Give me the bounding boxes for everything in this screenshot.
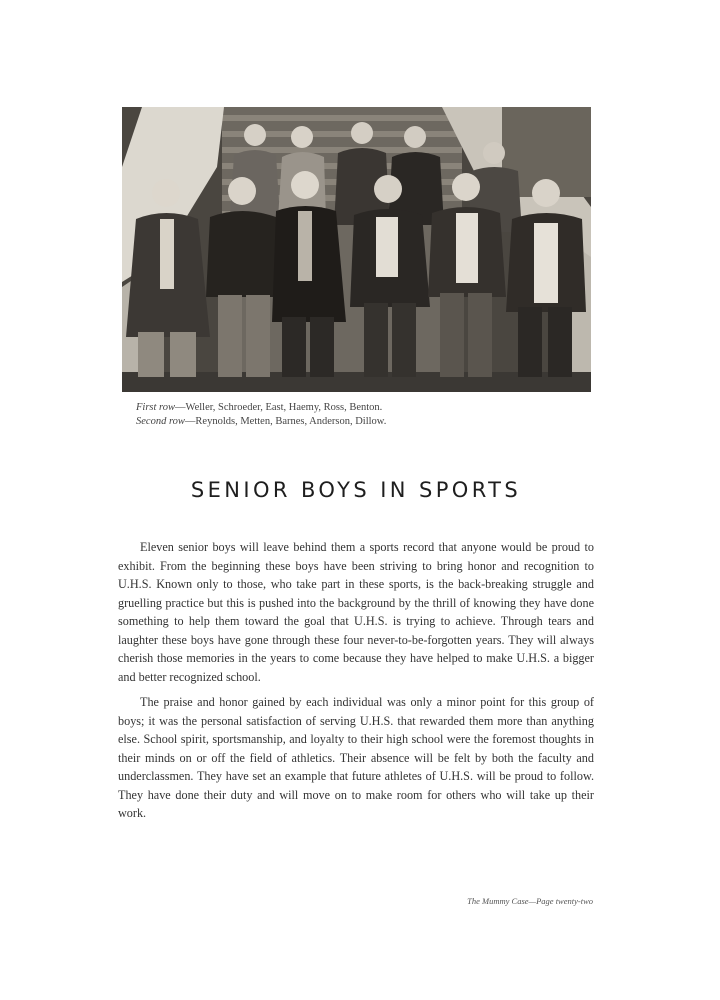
- caption-second-row-names: —Reynolds, Metten, Barnes, Anderson, Dillow.: [184, 416, 387, 427]
- paragraph-1: Eleven senior boys will leave behind them a sports record that anyone would be proud to exhibit. From the beginning these boys have been striving to bring honor and recognition to U.H.S. Known only to those, who take part in these sports, is the back-breaking struggle and gruelling practice but this is pushed into the background by the thrill of knowing they have done something to help them toward the goal that U.H.S. is trying to achieve. Through tears and laughter these boys have gone through these four never-to-be-forgotten years. They will always cherish those memories in the years to come because they have helped to make U.H.S. a bigger and better recognized school.: [118, 540, 594, 684]
- paragraph-2: The praise and honor gained by each individual was only a minor point for this group of boys; it was the personal satisfaction of serving U.H.S. that rewarded them more than anything else. School spirit, sportsmanship, and loyalty to their high school were the foremost thoughts in their minds on or off the field of athletics. Their absence will be felt by both the faculty and underclassmen. They have set an example that future athletes of U.H.S. will be proud to follow. They have done their duty and will move on to make room for others who will take up their work.: [118, 695, 594, 820]
- article-body: [118, 538, 594, 830]
- caption-first-row-names: —Weller, Schroeder, East, Haemy, Ross, Benton.: [175, 402, 383, 413]
- caption-first-row-label: First row: [136, 402, 175, 413]
- caption-second-row: [136, 415, 596, 429]
- caption-first-row: [136, 401, 596, 415]
- team-photo: [122, 107, 591, 392]
- page-title: SENIOR BOYS IN SPORTS: [190, 478, 522, 502]
- page-footer: The Mummy Case—Page twenty-two: [467, 896, 593, 906]
- caption-second-row-label: Second row: [136, 416, 185, 427]
- team-photo-image: [122, 107, 591, 392]
- photo-caption: [136, 401, 596, 429]
